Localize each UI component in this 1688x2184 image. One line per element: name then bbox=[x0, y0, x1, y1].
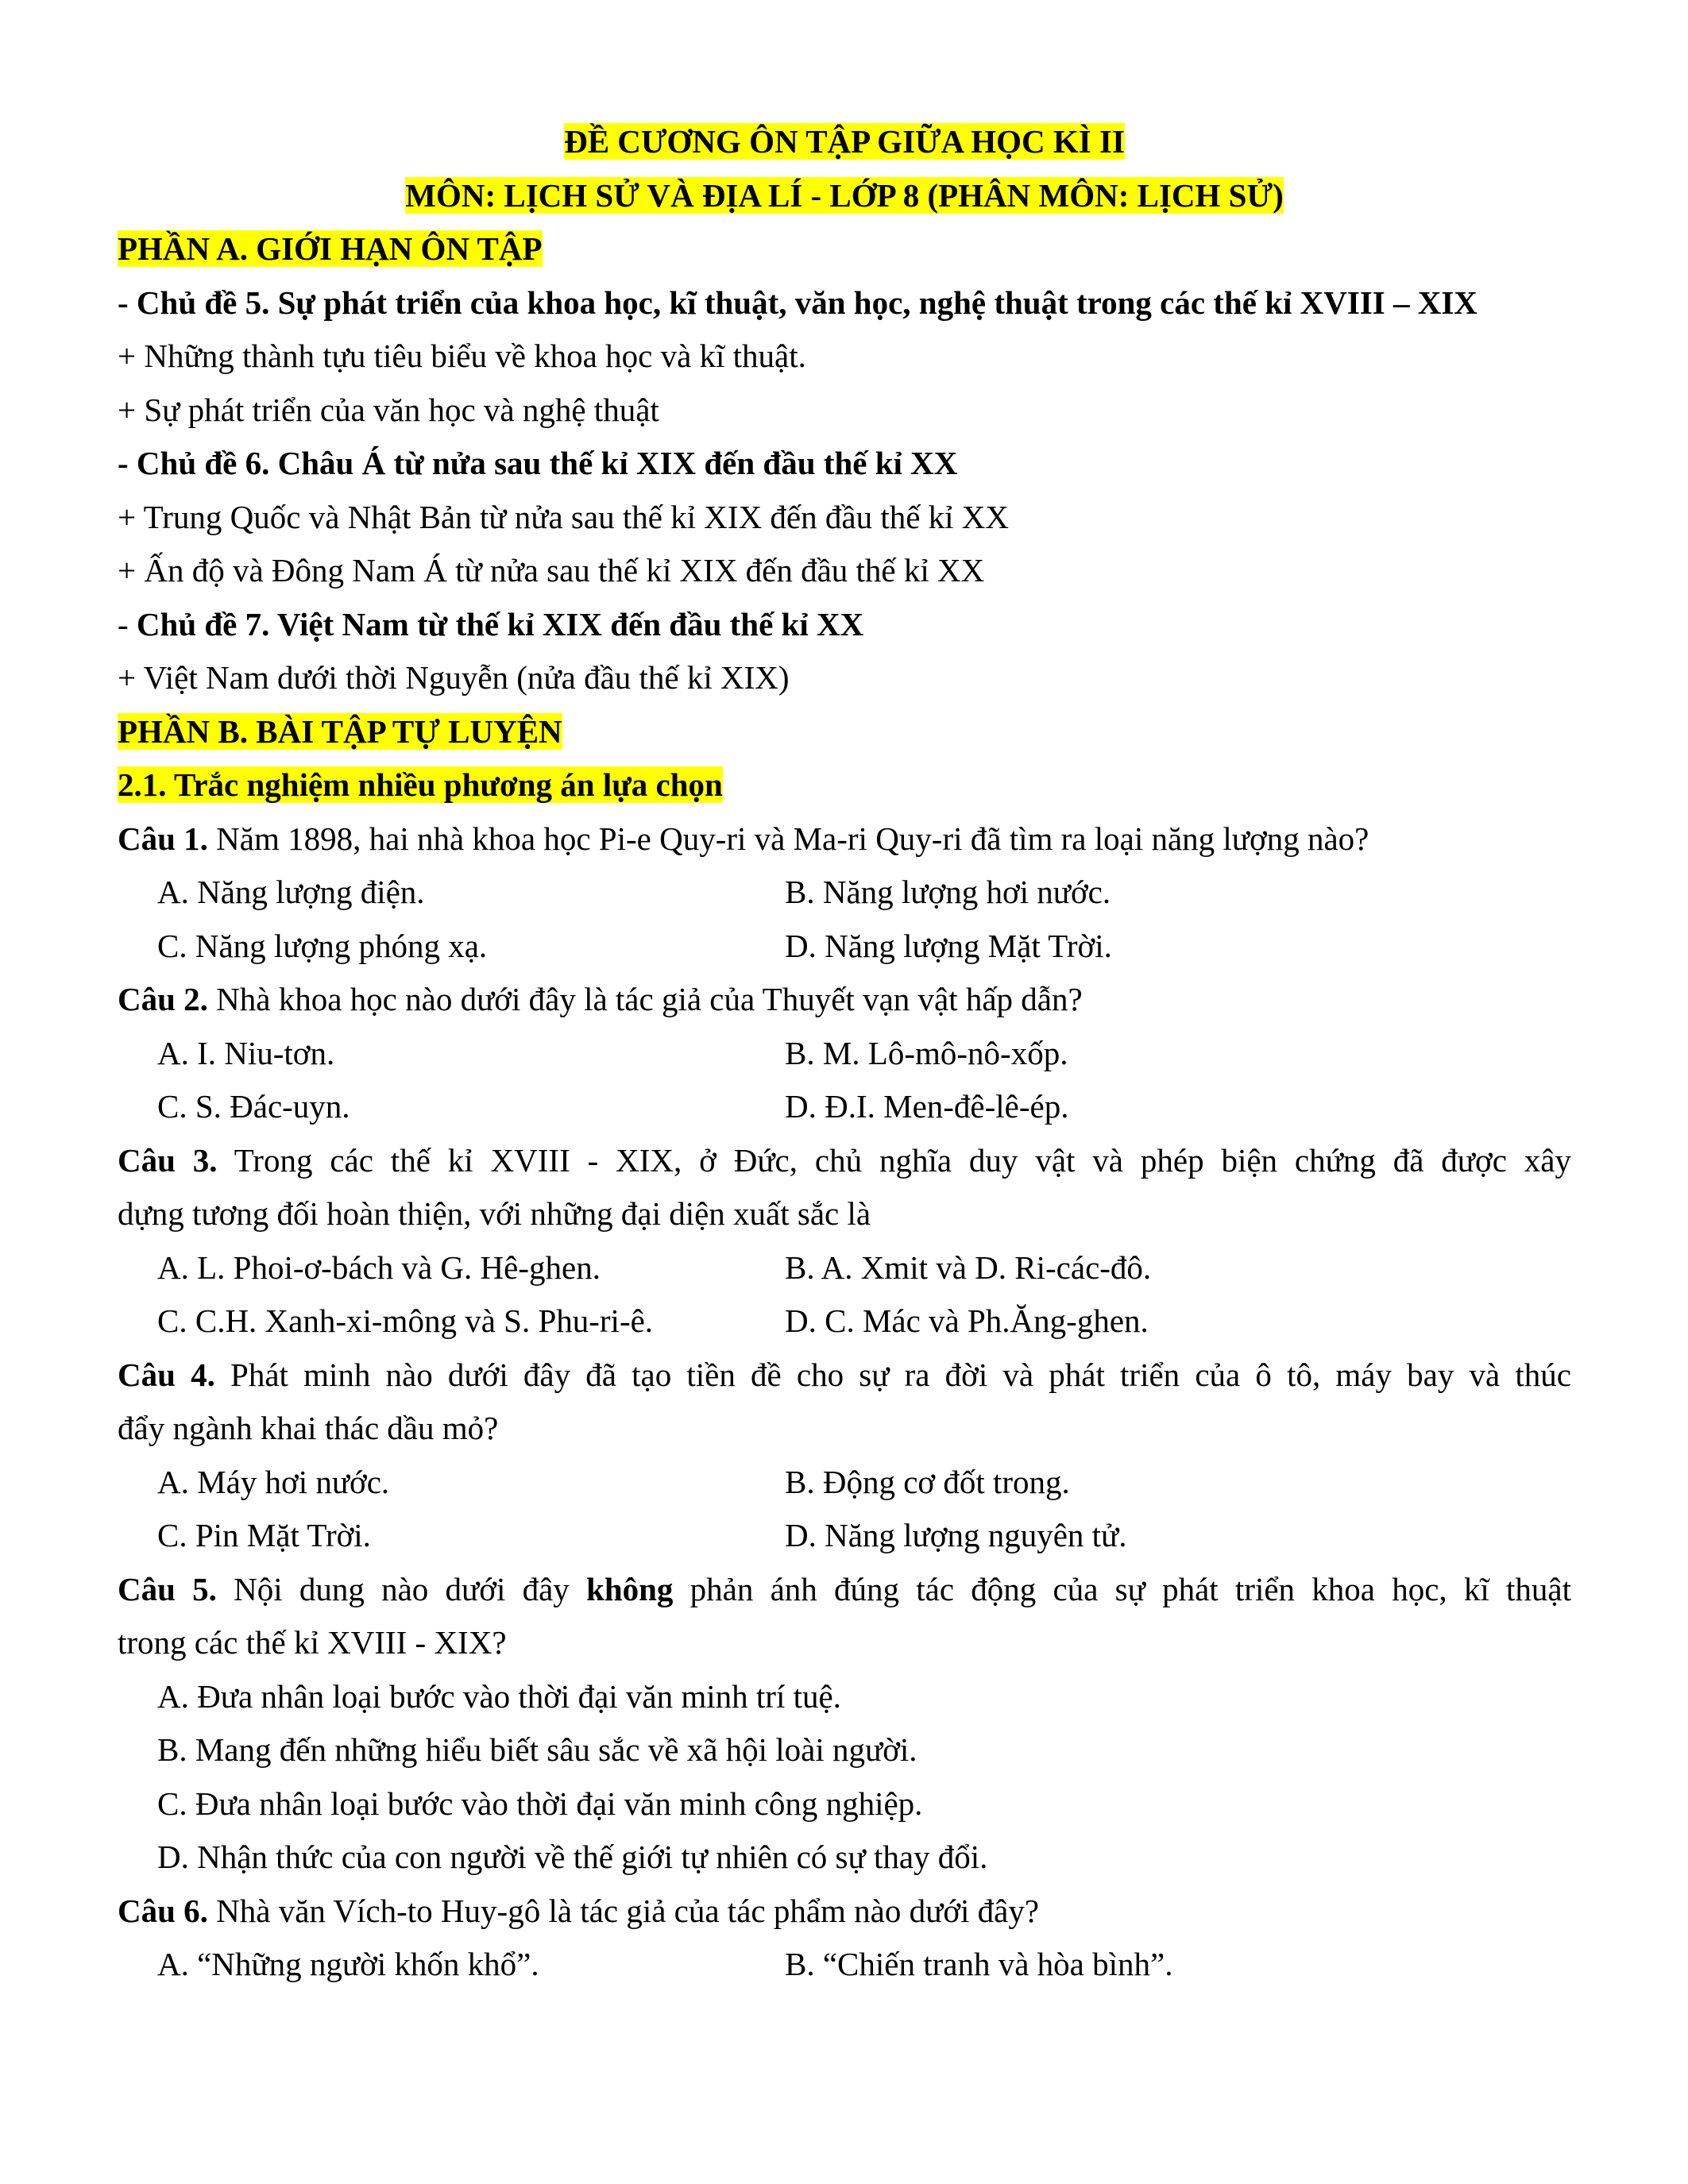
question-6-option-b: B. “Chiến tranh và hòa bình”. bbox=[785, 1946, 1173, 1982]
question-4-option-a: A. Máy hơi nước. bbox=[157, 1463, 390, 1500]
question-6-text: Nhà văn Vích-to Huy-gô là tác giả của tác phẩm nào dưới đây? bbox=[207, 1892, 1040, 1929]
section-2-1-heading: 2.1. Trắc nghiệm nhiều phương án lựa chọn bbox=[118, 766, 723, 803]
topic-6-item-2: + Ấn độ và Đông Nam Á từ nửa sau thế kỉ XIX đến đầu thế kỉ XX bbox=[118, 552, 985, 588]
question-2-option-c: C. S. Đác-uyn. bbox=[157, 1088, 350, 1125]
question-2 bbox=[118, 973, 1571, 1027]
question-1-options-row-1 bbox=[118, 866, 1571, 920]
document-title: ĐỀ CƯƠNG ÔN TẬP GIỮA HỌC KÌ II bbox=[564, 123, 1125, 160]
question-1-option-c: C. Năng lượng phóng xạ. bbox=[157, 927, 488, 964]
question-3-text-2: dựng tương đối hoàn thiện, với những đại diện xuất sắc là bbox=[118, 1195, 871, 1232]
title-line bbox=[118, 115, 1571, 169]
question-1-option-b: B. Năng lượng hơi nước. bbox=[785, 874, 1111, 910]
question-3-option-b: B. A. Xmit và D. Ri-các-đô. bbox=[785, 1248, 1152, 1286]
question-4-text-1: Phát minh nào dưới đây đã tạo tiền đề cho sự ra đời và phát triển của ô tô, máy bay và thúc bbox=[214, 1356, 1571, 1393]
question-5-text-post: phản ánh đúng tác động của sự phát triển khoa học, kĩ thuật bbox=[673, 1570, 1571, 1607]
question-1 bbox=[118, 812, 1571, 866]
question-3-option-a: A. L. Phoi-ơ-bách và G. Hê-ghen. bbox=[157, 1248, 601, 1286]
section-2-1-heading-line bbox=[118, 758, 1571, 812]
topic-7-title: - Chủ đề 7. Việt Nam từ thế kỉ XIX đến đầu thế kỉ XX bbox=[118, 605, 864, 642]
question-4-options-row-1 bbox=[118, 1456, 1571, 1510]
question-5-label: Câu 5. bbox=[118, 1570, 217, 1607]
question-1-text: Năm 1898, hai nhà khoa học Pi-e Quy-ri và Ma-ri Quy-ri đã tìm ra loại năng lượng nào? bbox=[207, 820, 1369, 857]
question-1-options-row-2 bbox=[118, 920, 1571, 974]
part-b-heading-line bbox=[118, 705, 1571, 759]
topic-5-item-1: + Những thành tựu tiêu biểu về khoa học và kĩ thuật. bbox=[118, 338, 806, 374]
document-subtitle: MÔN: LỊCH SỬ VÀ ĐỊA LÍ - LỚP 8 (PHÂN MÔN: LỊCH SỬ) bbox=[405, 176, 1284, 214]
question-5-option-d: D. Nhận thức của con người về thế giới tự nhiên có sự thay đổi. bbox=[157, 1839, 988, 1875]
question-4-option-d: D. Năng lượng nguyên tử. bbox=[785, 1517, 1127, 1553]
question-5-option-a: A. Đưa nhân loại bước vào thời đại văn minh trí tuệ. bbox=[157, 1677, 841, 1715]
question-6-options-row-1 bbox=[118, 1938, 1571, 1992]
question-4 bbox=[118, 1349, 1571, 1456]
question-5-text-2: trong các thế kỉ XVIII - XIX? bbox=[118, 1624, 507, 1661]
topic-6-item-1: + Trung Quốc và Nhật Bản từ nửa sau thế kỉ XIX đến đầu thế kỉ XX bbox=[118, 498, 1010, 535]
question-5-text-bold: không bbox=[586, 1570, 674, 1607]
question-5-text-pre: Nội dung nào dưới đây bbox=[216, 1570, 587, 1607]
question-2-option-b: B. M. Lô-mô-nô-xốp. bbox=[785, 1034, 1068, 1071]
topic-6-title: - Chủ đề 6. Châu Á từ nửa sau thế kỉ XIX đến đầu thế kỉ XX bbox=[118, 445, 958, 481]
question-2-option-d: D. Đ.I. Men-đê-lê-ép. bbox=[785, 1088, 1069, 1125]
topic-7-heading: Chủ đề 7. Việt Nam từ thế kỉ XIX đến đầu thế kỉ XX bbox=[136, 605, 864, 642]
subtitle-line bbox=[118, 169, 1571, 223]
document-page bbox=[118, 115, 1571, 1992]
question-4-line-1 bbox=[118, 1349, 1571, 1403]
question-5-option-b: B. Mang đến những hiểu biết sâu sắc về xã hội loài người. bbox=[157, 1731, 917, 1768]
question-3-line-1 bbox=[118, 1134, 1571, 1188]
question-3-options-row-2 bbox=[118, 1295, 1571, 1349]
part-a-heading-line bbox=[118, 222, 1571, 276]
question-2-text: Nhà khoa học nào dưới đây là tác giả của Thuyết vạn vật hấp dẫn? bbox=[207, 981, 1083, 1017]
topic-5-heading: Chủ đề 5. Sự phát triển của khoa học, kĩ thuật, văn học, nghệ thuật trong các thế kỉ XVIII – XIX bbox=[136, 284, 1477, 321]
question-3-text-1: Trong các thế kỉ XVIII - XIX, ở Đức, chủ nghĩa duy vật và phép biện chứng đã được xây bbox=[217, 1141, 1571, 1179]
question-4-label: Câu 4. bbox=[118, 1356, 215, 1393]
question-4-option-c: C. Pin Mặt Trời. bbox=[157, 1517, 371, 1553]
question-3-options-row-1 bbox=[118, 1241, 1571, 1295]
question-1-label: Câu 1. bbox=[118, 820, 208, 857]
question-2-options-row-2 bbox=[118, 1080, 1571, 1134]
question-6-label: Câu 6. bbox=[118, 1892, 208, 1929]
topic-5-item-2: + Sự phát triển của văn học và nghệ thuật bbox=[118, 391, 659, 428]
question-2-option-a: A. I. Niu-tơn. bbox=[157, 1034, 335, 1071]
question-5-option-c: C. Đưa nhân loại bước vào thời đại văn minh công nghiệp. bbox=[157, 1785, 923, 1822]
question-2-label: Câu 2. bbox=[118, 981, 208, 1017]
question-3-option-c: C. C.H. Xanh-xi-mông và S. Phu-ri-ê. bbox=[157, 1302, 654, 1339]
question-4-option-b: B. Động cơ đốt trong. bbox=[785, 1463, 1070, 1500]
question-4-options-row-2 bbox=[118, 1509, 1571, 1563]
question-6 bbox=[118, 1885, 1571, 1939]
part-a-heading: PHẦN A. GIỚI HẠN ÔN TẬP bbox=[118, 230, 543, 267]
question-3-option-d: D. C. Mác và Ph.Ăng-ghen. bbox=[785, 1302, 1149, 1339]
question-3-label: Câu 3. bbox=[118, 1141, 218, 1179]
topic-7-item-1: + Việt Nam dưới thời Nguyễn (nửa đầu thế kỉ XIX) bbox=[118, 659, 790, 696]
question-3 bbox=[118, 1134, 1571, 1241]
topic-6-heading: Chủ đề 6. Châu Á từ nửa sau thế kỉ XIX đến đầu thế kỉ XX bbox=[136, 445, 958, 481]
topic-5-title: - Chủ đề 5. Sự phát triển của khoa học, kĩ thuật, văn học, nghệ thuật trong các thế kỉ XVIII – XIX bbox=[118, 284, 1477, 321]
question-1-option-a: A. Năng lượng điện. bbox=[157, 874, 425, 910]
question-2-options-row-1 bbox=[118, 1027, 1571, 1081]
question-6-option-a: A. “Những người khốn khổ”. bbox=[157, 1946, 539, 1982]
question-1-option-d: D. Năng lượng Mặt Trời. bbox=[785, 927, 1112, 964]
question-4-text-2: đẩy ngành khai thác dầu mỏ? bbox=[118, 1410, 499, 1446]
question-5-line-1 bbox=[118, 1563, 1571, 1617]
question-5 bbox=[118, 1563, 1571, 1670]
part-b-heading: PHẦN B. BÀI TẬP TỰ LUYỆN bbox=[118, 712, 562, 750]
